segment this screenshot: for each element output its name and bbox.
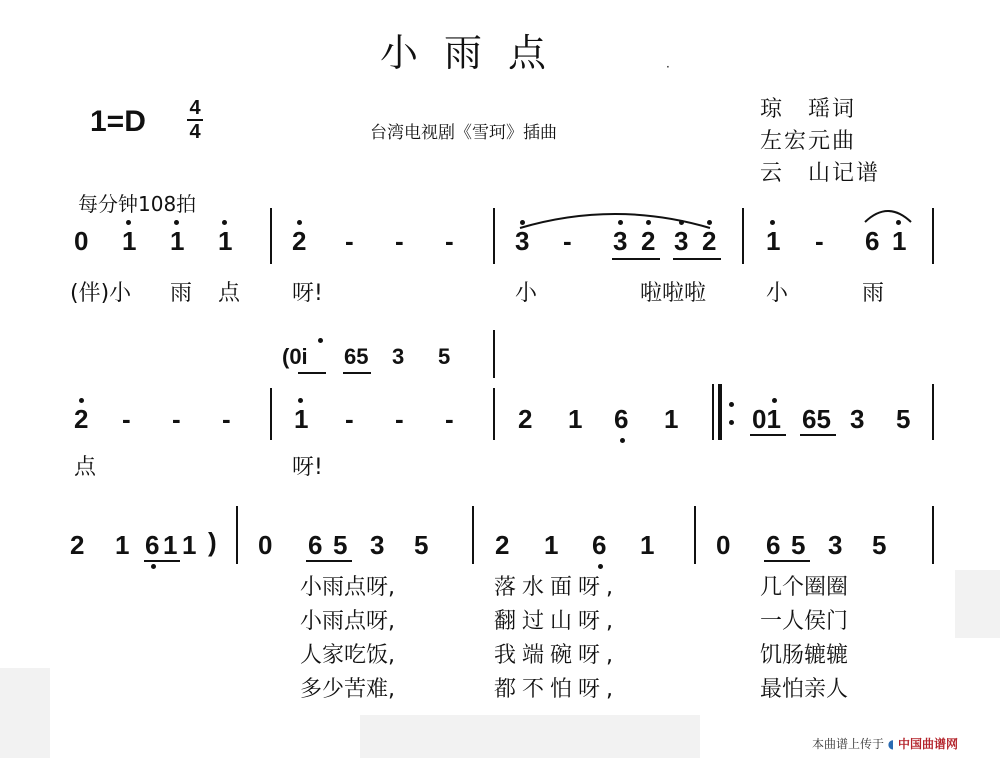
bar-line [493, 208, 495, 264]
note: 5 [791, 530, 806, 560]
beam [764, 560, 810, 562]
verse-4-b: 都不怕呀, [494, 677, 619, 702]
note: 1 [163, 530, 178, 560]
note: 1 [640, 530, 655, 560]
note: 1 [115, 530, 130, 560]
note: - [345, 404, 354, 434]
scan-artifact-left [0, 668, 50, 758]
verse-2-b: 翻过山呀, [494, 609, 619, 634]
note: 3 [515, 226, 530, 256]
verse-1-b: 落水面呀, [494, 575, 619, 600]
footer-upload-text: 本曲谱上传于 [812, 737, 885, 751]
verse-3-c: 饥肠辘辘 [760, 643, 849, 668]
note: 3 [674, 226, 689, 256]
note: 2 [702, 226, 717, 256]
note: - [395, 226, 404, 256]
note: - [445, 226, 454, 256]
transcriber-credit: 云 山记谱 [760, 161, 881, 186]
bar-line [493, 388, 495, 440]
note: - [172, 404, 181, 434]
octave-dot [297, 220, 302, 225]
scan-artifact-right [955, 570, 1000, 638]
verse-3-a: 人家吃饭, [300, 643, 395, 668]
beam [306, 560, 352, 562]
note: 01 [752, 404, 781, 434]
lyric: 雨 [170, 281, 193, 306]
octave-dot [772, 398, 777, 403]
octave-dot [770, 220, 775, 225]
note: 6 [308, 530, 323, 560]
note: 3 [850, 404, 865, 434]
note: 1 [218, 226, 233, 256]
bar-line [270, 208, 272, 264]
beam [144, 560, 180, 562]
note: 2 [495, 530, 510, 560]
note: 1 [182, 530, 197, 560]
note: 2 [641, 226, 656, 256]
song-title: 小雨点 [380, 31, 573, 75]
note: 0 [74, 226, 89, 256]
note: 5 [414, 530, 429, 560]
octave-dot-low [598, 564, 603, 569]
repeat-dot [729, 420, 734, 425]
lyric: 呀! [292, 455, 323, 480]
beam [343, 372, 371, 374]
beam [673, 258, 721, 260]
lyric: 雨 [862, 281, 885, 306]
note: - [563, 226, 572, 256]
note: 2 [292, 226, 307, 256]
note: - [395, 404, 404, 434]
note: 6 [592, 530, 607, 560]
lyric: 呀! [292, 281, 323, 306]
composer-credit: 左宏元曲 [760, 129, 857, 154]
note: 6 [145, 530, 160, 560]
footer-credit [812, 735, 958, 752]
octave-dot [79, 398, 84, 403]
lyric: (伴)小 [70, 281, 132, 306]
tie-slur [862, 206, 914, 224]
bar-line [742, 208, 744, 264]
beam [298, 372, 326, 374]
note: 1 [294, 404, 309, 434]
octave-dot [646, 220, 651, 225]
note: 2 [518, 404, 533, 434]
repeat-bar-thick [718, 384, 722, 440]
note: 3 [370, 530, 385, 560]
octave-dot [896, 220, 901, 225]
note: 1 [664, 404, 679, 434]
note: 2 [70, 530, 85, 560]
verse-2-c: 一人侯门 [760, 609, 849, 634]
bar-line [472, 506, 474, 564]
note: 1 [170, 226, 185, 256]
note: 1 [766, 226, 781, 256]
scan-artifact-bottom [360, 715, 700, 758]
note: 1 [568, 404, 583, 434]
note: 6 [614, 404, 629, 434]
lyric: 点 [74, 455, 97, 480]
beam [750, 434, 786, 436]
note: 5 [333, 530, 348, 560]
note: - [815, 226, 824, 256]
octave-dot [679, 220, 684, 225]
verse-2-a: 小雨点呀, [300, 609, 395, 634]
bar-line [236, 506, 238, 564]
bar-line [493, 330, 495, 378]
lyric: 啦啦啦 [640, 281, 707, 306]
note: 1 [544, 530, 559, 560]
lyric: 小 [515, 281, 538, 306]
octave-dot-low [620, 438, 625, 443]
verse-4-c: 最怕亲人 [760, 677, 849, 702]
note: 5 [896, 404, 911, 434]
note: 5 [872, 530, 887, 560]
note: 65 [802, 404, 831, 434]
octave-dot [618, 220, 623, 225]
lyric: 点 [218, 281, 241, 306]
note: 2 [74, 404, 89, 434]
bar-line [932, 506, 934, 564]
time-top: 4 [189, 97, 201, 119]
octave-dot [318, 338, 323, 343]
bar-line [270, 388, 272, 440]
verse-4-a: 多少苦难, [300, 677, 395, 702]
bar-line [932, 208, 934, 264]
footer-site-name[interactable]: 中国曲谱网 [898, 737, 959, 751]
accomp-note: (0i [282, 344, 308, 369]
note: - [222, 404, 231, 434]
octave-dot [174, 220, 179, 225]
octave-dot [222, 220, 227, 225]
time-signature [187, 98, 203, 142]
octave-dot [126, 220, 131, 225]
note: 6 [865, 226, 880, 256]
note: 6 [766, 530, 781, 560]
octave-dot [298, 398, 303, 403]
subtitle: 台湾电视剧《雪珂》插曲 [370, 123, 557, 143]
site-logo-icon: ◖ [887, 737, 895, 751]
verse-3-b: 我端碗呀, [494, 643, 619, 668]
note: 1 [892, 226, 907, 256]
key-signature: 1=D [90, 105, 146, 138]
note: 3 [828, 530, 843, 560]
verse-1-c: 几个圈圈 [760, 575, 849, 600]
octave-dot [707, 220, 712, 225]
lyric: 小 [766, 281, 789, 306]
time-bottom: 4 [189, 121, 201, 143]
beam [800, 434, 836, 436]
note: 0 [258, 530, 273, 560]
note: - [445, 404, 454, 434]
note: - [345, 226, 354, 256]
note: ) [208, 527, 217, 557]
bar-line [694, 506, 696, 564]
accomp-note: 3 [392, 344, 405, 369]
beam [612, 258, 660, 260]
repeat-bar-thin [712, 384, 714, 440]
note: 0 [716, 530, 731, 560]
lyricist-credit: 琼 瑶词 [760, 97, 857, 122]
bar-line [932, 384, 934, 440]
tempo-marking: 每分钟108拍 [78, 192, 197, 216]
note: 3 [613, 226, 628, 256]
note: - [122, 404, 131, 434]
octave-dot-low [151, 564, 156, 569]
octave-dot [520, 220, 525, 225]
accomp-note: 5 [438, 344, 451, 369]
accomp-note: 65 [344, 344, 369, 369]
title-mark: · [666, 60, 670, 74]
verse-1-a: 小雨点呀, [300, 575, 395, 600]
note: 1 [122, 226, 137, 256]
repeat-dot [729, 402, 734, 407]
